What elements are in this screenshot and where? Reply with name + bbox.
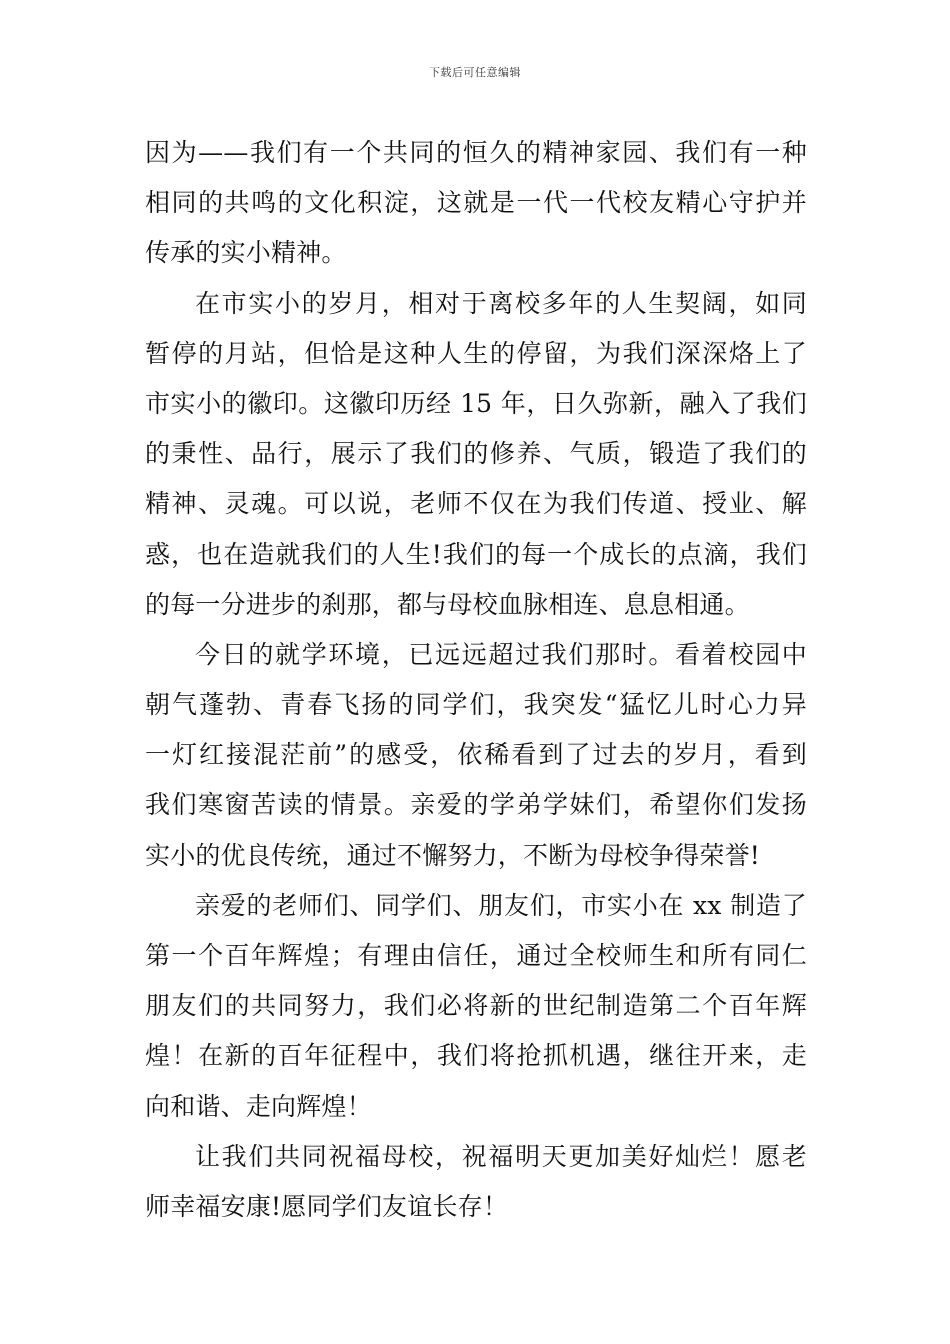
text-line: 精神、灵魂。可以说，老师不仅在为我们传道、授业、解 <box>145 489 807 519</box>
paragraph-4 <box>145 881 807 1132</box>
text-line: 的秉性、品行，展示了我们的修养、气质，锻造了我们的 <box>145 439 807 469</box>
paragraph-3 <box>145 630 807 881</box>
text-line: 实小的优良传统，通过不懈努力，不断为母校争得荣誉! <box>145 840 761 870</box>
text-line: 朋友们的共同努力，我们必将新的世纪制造第二个百年辉 <box>145 991 807 1021</box>
text-line: 向和谐、走向辉煌！ <box>145 1091 372 1121</box>
text-line: 朝气蓬勃、青春飞扬的同学们，我突发“猛忆儿时心力异 <box>145 690 807 720</box>
text-line: 今日的就学环境，已远远超过我们那时。看着校园中 <box>195 639 807 669</box>
paragraph-2 <box>145 279 807 630</box>
paragraph-1 <box>145 128 807 279</box>
text-line: 的每一分进步的刹那，都与母校血脉相连、息息相通。 <box>145 589 750 619</box>
document-body <box>145 128 807 1232</box>
text-line: 传承的实小精神。 <box>145 238 347 268</box>
text-line: 在市实小的岁月，相对于离校多年的人生契阔，如同 <box>195 288 807 318</box>
text-line: 我们寒窗苦读的情景。亲爱的学弟学妹们，希望你们发扬 <box>145 790 807 820</box>
text-line: 因为——我们有一个共同的恒久的精神家园、我们有一种 <box>145 138 807 167</box>
text-line: 煌！在新的百年征程中，我们将抢抓机遇，继往开来，走 <box>145 1041 807 1071</box>
text-line: 暂停的月站，但恰是这种人生的停留，为我们深深烙上了 <box>145 338 807 368</box>
text-line: 市实小的徽印。这徽印历经 15 年，日久弥新，融入了我们 <box>145 388 807 418</box>
text-line: 师幸福安康!愿同学们友谊长存！ <box>145 1191 509 1221</box>
text-line: 第一个百年辉煌；有理由信任，通过全校师生和所有同仁 <box>145 941 807 970</box>
text-line: 相同的共鸣的文化积淀，这就是一代一代校友精心守护并 <box>145 188 807 218</box>
page-header-note: 下载后可任意编辑 <box>429 66 521 79</box>
text-line: 亲爱的老师们、同学们、朋友们，市实小在 xx 制造了 <box>195 890 807 920</box>
text-line: 让我们共同祝福母校，祝福明天更加美好灿烂！愿老 <box>195 1141 807 1171</box>
text-line: 惑，也在造就我们的人生!我们的每一个成长的点滴，我们 <box>145 539 807 569</box>
text-line: 一灯红接混茫前”的感受，依稀看到了过去的岁月，看到 <box>145 740 807 770</box>
paragraph-5 <box>145 1132 807 1232</box>
